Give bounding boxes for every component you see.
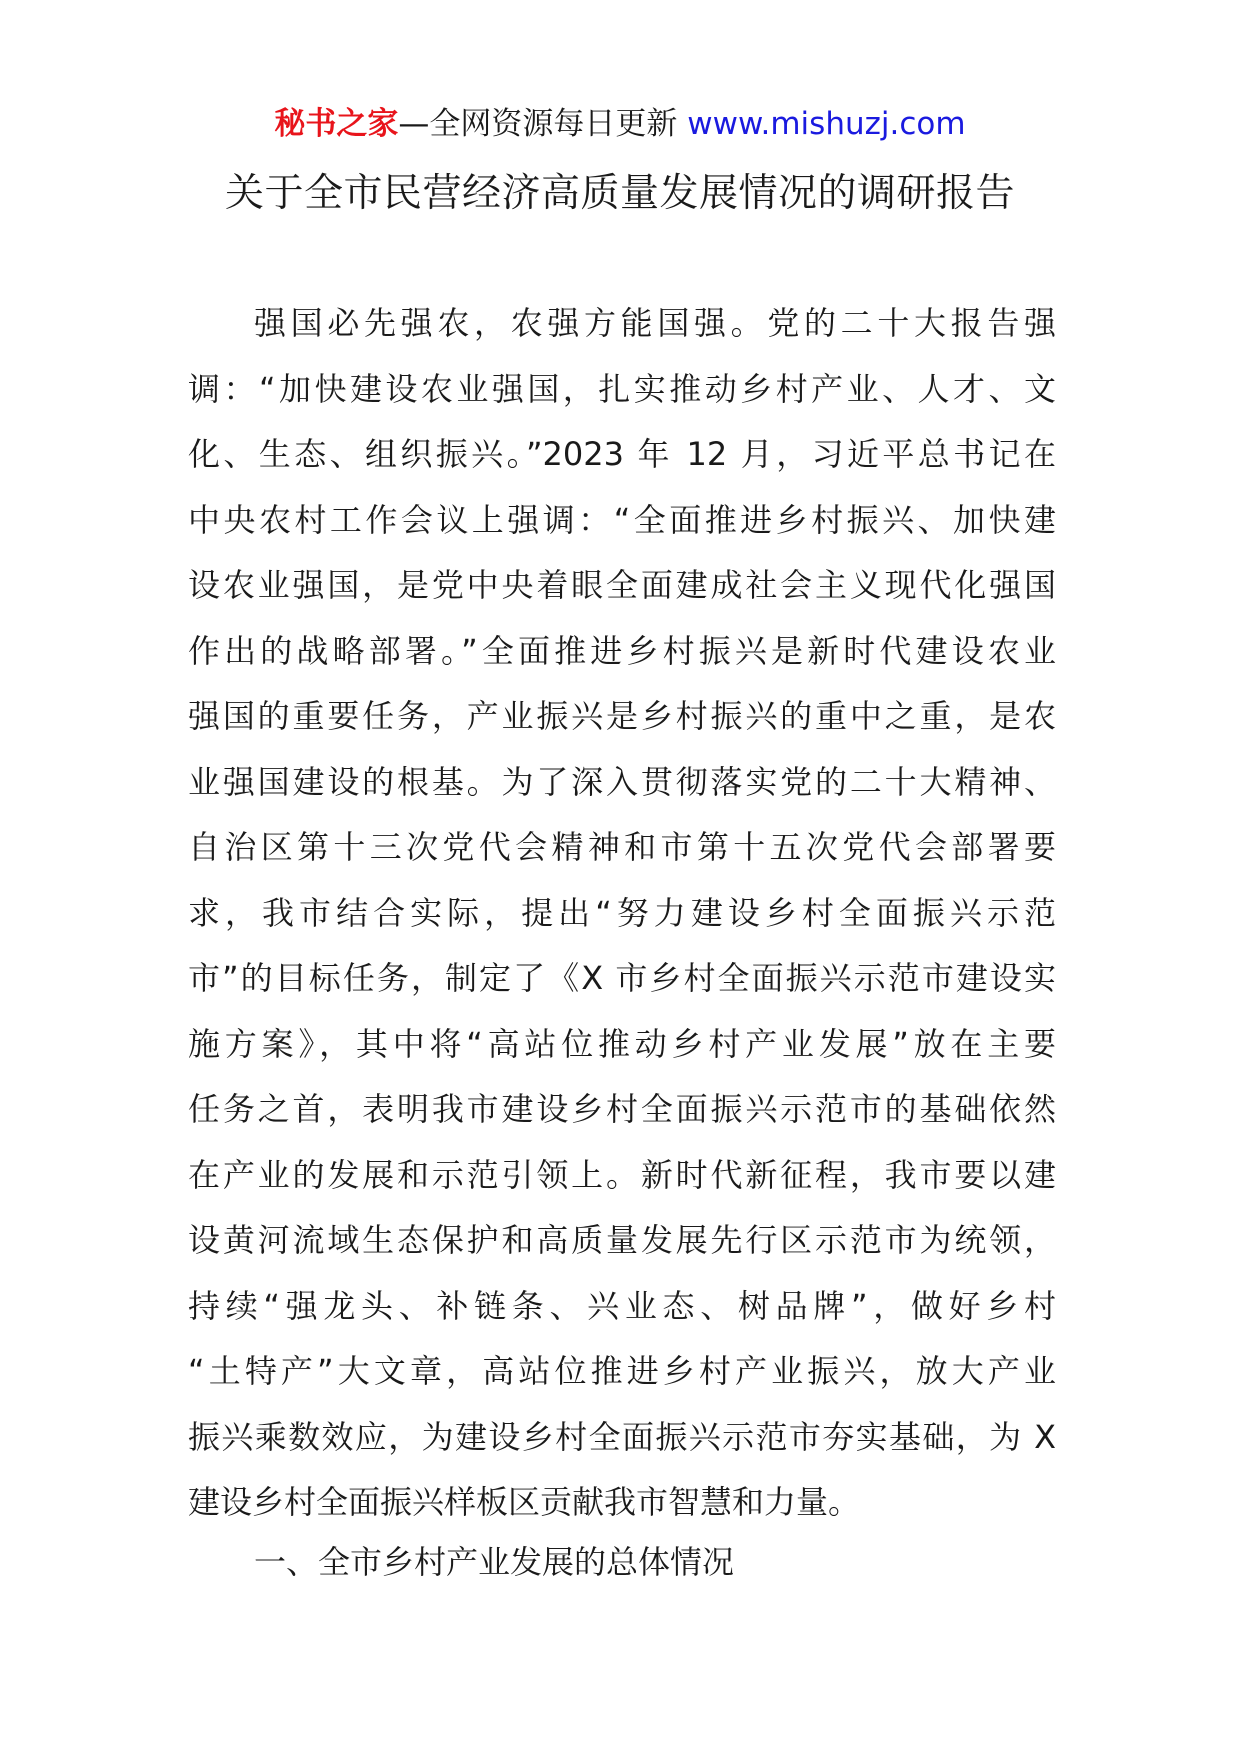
- paragraph-line: 自治区第十三次党代会精神和市第十五次党代会部署要: [188, 828, 1056, 866]
- paragraph-line: 作出的战略部署。”全面推进乡村振兴是新时代建设农业: [188, 631, 1056, 670]
- paragraph-line: “土特产”大文章，高站位推进乡村产业振兴，放大产业: [188, 1352, 1056, 1390]
- document-title: 关于全市民营经济高质量发展情况的调研报告: [224, 171, 1015, 216]
- section-heading: 一、全市乡村产业发展的总体情况: [254, 1543, 735, 1581]
- paragraph-line: 振兴乘数效应，为建设乡村全面振兴示范市夯实基础，为 X: [188, 1417, 1056, 1456]
- paragraph-line: 设黄河流域生态保护和高质量发展先行区示范市为统领，: [188, 1221, 1056, 1259]
- paragraph-line: 市”的目标任务，制定了《X 市乡村全面振兴示范市建设实: [188, 959, 1056, 997]
- brand-name: 秘书之家: [274, 106, 399, 142]
- paragraph-line: 调：“加快建设农业强国，扎实推动乡村产业、人才、文: [188, 369, 1056, 408]
- website-link[interactable]: www.mishuzj.com: [687, 106, 966, 142]
- banner-tagline: —全网资源每日更新: [398, 106, 678, 142]
- paragraph-line: 求，我市结合实际，提出“努力建设乡村全面振兴示范: [188, 893, 1056, 932]
- paragraph-line: 业强国建设的根基。为了深入贯彻落实党的二十大精神、: [188, 762, 1056, 801]
- paragraph-line: 强国必先强农，农强方能国强。党的二十大报告强: [254, 304, 1056, 342]
- paragraph-line: 设农业强国，是党中央着眼全面建成社会主义现代化强国: [188, 566, 1056, 604]
- paragraph-line: 化、生态、组织振兴。”2023 年 12 月，习近平总书记在: [188, 435, 1056, 473]
- site-banner: [0, 102, 1240, 146]
- paragraph-line: 建设乡村全面振兴样板区贡献我市智慧和力量。: [188, 1483, 861, 1521]
- paragraph-line: 在产业的发展和示范引领上。新时代新征程，我市要以建: [188, 1155, 1056, 1194]
- paragraph-line: 任务之首，表明我市建设乡村全面振兴示范市的基础依然: [188, 1090, 1056, 1128]
- paragraph-line: 持续“强龙头、补链条、兴业态、树品牌”，做好乡村: [188, 1286, 1056, 1325]
- body-paragraph: [188, 291, 1056, 1536]
- paragraph-line: 强国的重要任务，产业振兴是乡村振兴的重中之重，是农: [188, 697, 1056, 735]
- paragraph-line: 中央农村工作会议上强调：“全面推进乡村振兴、加快建: [188, 500, 1056, 539]
- paragraph-line: 施方案》，其中将“高站位推动乡村产业发展”放在主要: [188, 1024, 1056, 1063]
